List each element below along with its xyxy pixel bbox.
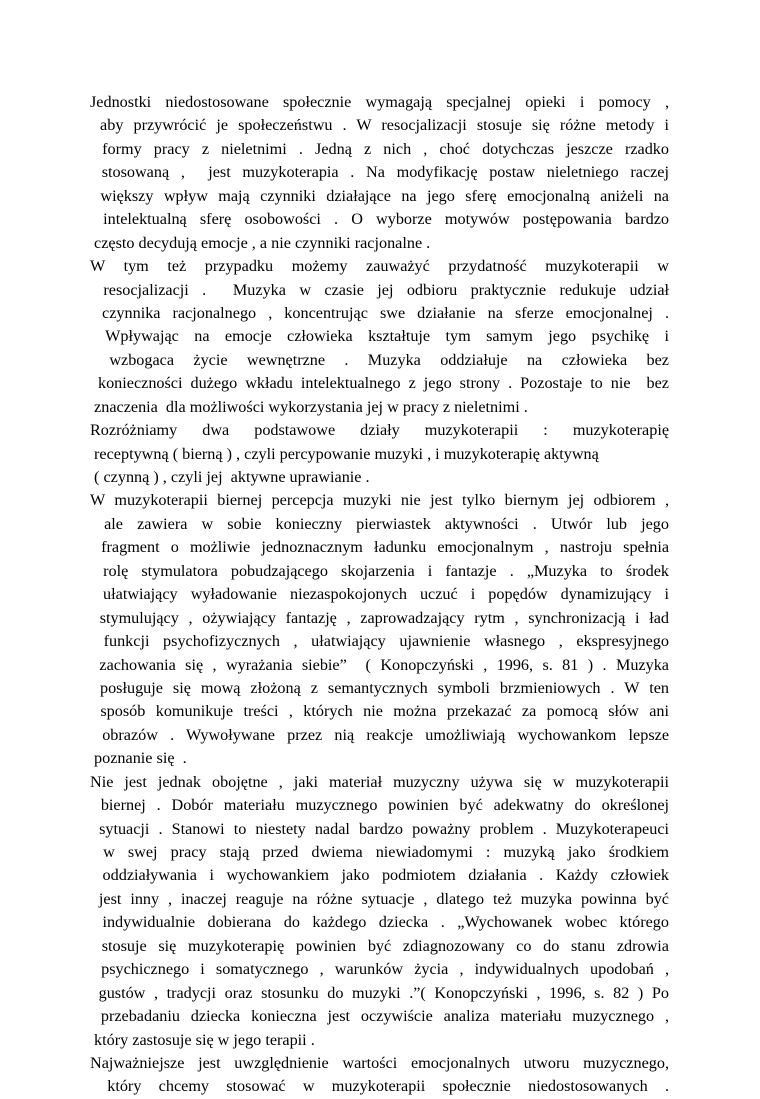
text-line: stymulujący , ożywiający fantazję , zaprowadzający rytm , synchronizacją i ład — [90, 608, 669, 627]
text-line: stosowaną , jest muzykoterapia . Na modyfikację postaw nieletniego raczej — [90, 163, 669, 182]
text-line: większy wpływ mają czynniki działające na jego sferę emocjonalną aniżeli na — [90, 186, 669, 205]
text-line: psychicznego i somatycznego , warunków życia , indywidualnych upodobań , — [90, 960, 669, 979]
text-line: resocjalizacji . Muzyka w czasie jej odbioru praktycznie redukuje udział — [90, 280, 669, 299]
text-line: Jednostki niedostosowane społecznie wymagają specjalnej opieki i pomocy , — [90, 93, 669, 111]
text-line: Wpływając na emocje człowieka kształtuje tym samym jego psychikę i — [90, 327, 669, 346]
text-line: posługuje się mową złożoną z semantycznych symboli brzmieniowych . W ten — [90, 678, 669, 697]
text-line: obrazów . Wywoływane przez nią reakcje umożliwiają wychowankom lepsze — [90, 725, 669, 744]
text-line: w swej pracy stają przed dwiema niewiadomymi : muzyką jako środkiem — [90, 843, 669, 861]
text-line: biernej . Dobór materiału muzycznego powinien być adekwatny do określonej — [90, 796, 669, 815]
text-line: receptywną ( bierną ) , czyli percypowanie muzyki , i muzykoterapię aktywną — [90, 444, 599, 463]
text-line: aby przywrócić je społeczeństwu . W resocjalizacji stosuje się różne metody i — [90, 116, 669, 135]
text-line: W tym też przypadku możemy zauważyć przydatność muzykoterapii w — [90, 257, 669, 276]
text-line: jest inny , inaczej reaguje na różne sytuacje , dlatego też muzyka powinna być — [90, 889, 669, 908]
text-line: fragment o możliwie jednoznacznym ładunku emocjonalnym , nastroju spełnia — [90, 538, 669, 557]
text-line: sposób komunikuje treści , których nie można przekazać za pomocą słów ani — [90, 702, 669, 721]
text-line: konieczności dużego wkładu intelektualnego z jego strony . Pozostaje to nie bez — [90, 374, 669, 393]
text-line: ( czynną ) , czyli jej aktywne uprawianie . — [90, 468, 370, 486]
text-line: gustów , tradycji oraz stosunku do muzyki .”( Konopczyński , 1996, s. 82 ) Po — [90, 983, 669, 1002]
text-line: który zastosuje się w jego terapii . — [90, 1030, 315, 1049]
text-line: oddziaływania i wychowankiem jako podmiotem działania . Każdy człowiek — [90, 866, 669, 885]
text-line: Najważniejsze jest uwzględnienie wartości emocjonalnych utworu muzycznego, — [90, 1053, 669, 1072]
text-line: ułatwiający wyładowanie niezaspokojonych uczuć i popędów dynamizujący i — [90, 585, 669, 604]
text-line: indywidualnie dobierana do każdego dziecka . „Wychowanek wobec którego — [90, 913, 669, 932]
text-line: poznanie się . — [90, 749, 187, 768]
text-line: intelektualną sferę osobowości . O wyborze motywów postępowania bardzo — [90, 210, 669, 229]
text-line: formy pracy z nieletnimi . Jedną z nich , choć dotychczas jeszcze rzadko — [90, 139, 669, 158]
text-line: Rozróżniamy dwa podstawowe działy muzykoterapii : muzykoterapię — [90, 421, 669, 440]
text-line: W muzykoterapii biernej percepcja muzyki nie jest tylko biernym jej odbiorem , — [90, 491, 669, 510]
text-line: Nie jest jednak obojętne , jaki materiał muzyczny używa się w muzykoterapii — [90, 772, 669, 791]
text-line: często decydują emocje , a nie czynniki racjonalne . — [90, 233, 431, 252]
text-line: przebadaniu dziecka konieczna jest oczywiście analiza materiału muzycznego , — [90, 1007, 669, 1026]
text-line: wzbogaca życie wewnętrzne . Muzyka oddziałuje na człowieka bez — [90, 350, 669, 369]
document-page — [90, 91, 669, 1099]
text-line: znaczenia dla możliwości wykorzystania jej w pracy z nieletnimi . — [90, 397, 528, 416]
text-line: stosuje się muzykoterapię powinien być zdiagnozowany co do stanu zdrowia — [90, 936, 669, 955]
text-line: czynnika racjonalnego , koncentrując swe działanie na sferze emocjonalnej . — [90, 303, 669, 322]
text-line: funkcji psychofizycznych , ułatwiający ujawnienie własnego , ekspresyjnego — [90, 632, 669, 651]
text-line: rolę stymulatora pobudzającego skojarzenia i fantazje . „Muzyka to środek — [90, 561, 669, 580]
text-line: ale zawiera w sobie konieczny pierwiastek aktywności . Utwór lub jego — [90, 514, 669, 533]
text-line: który chcemy stosować w muzykoterapii społecznie niedostosowanych . — [90, 1077, 669, 1096]
text-line: zachowania się , wyrażania siebie” ( Konopczyński , 1996, s. 81 ) . Muzyka — [90, 655, 669, 674]
text-line: sytuacji . Stanowi to niestety nadal bardzo poważny problem . Muzykoterapeuci — [90, 819, 669, 838]
